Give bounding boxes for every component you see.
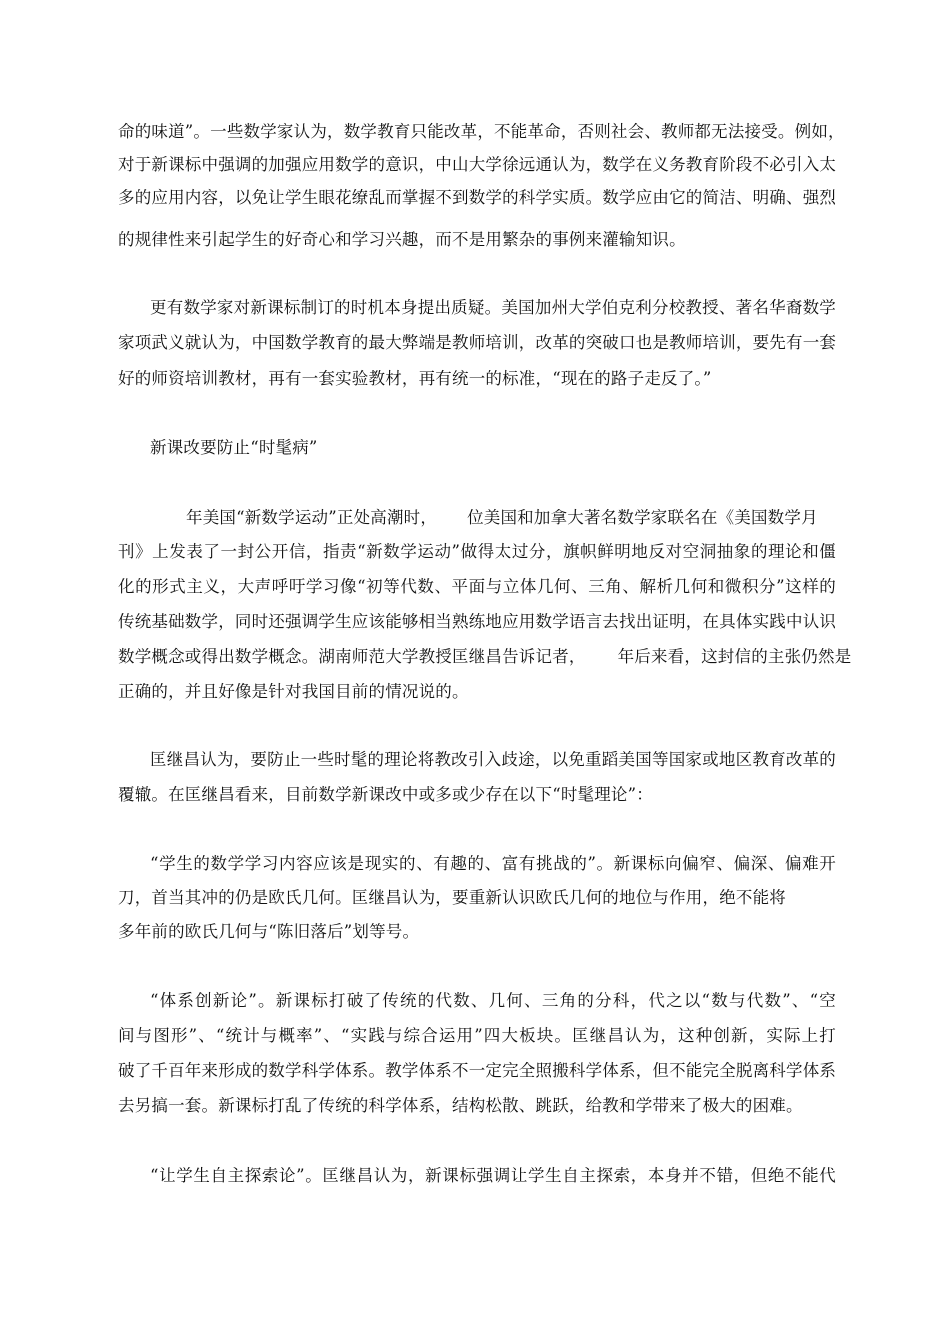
paragraph-3-line-5: [118, 646, 852, 668]
paragraph-3-line-5-part-b: 年后来看，这封信的主张仍然是: [617, 647, 852, 666]
paragraph-4-line-1: 匡继昌认为，要防止一些时髦的理论将教改引入歧途，以免重蹈美国等国家或地区教育改革的: [150, 750, 836, 769]
paragraph-6-line-3: 破了千百年来形成的数学科学体系。教学体系不一定完全照搬科学体系，但不能完全脱离科学体系: [118, 1061, 837, 1080]
paragraph-3-line-5-part-a: 数学概念或得出数学概念。湖南师范大学教授匡继昌告诉记者，: [118, 647, 586, 666]
paragraph-6-line-4: 去另搞一套。新课标打乱了传统的科学体系，结构松散、跳跃，给教和学带来了极大的困难。: [118, 1096, 803, 1115]
paragraph-5-line-3: 多年前的欧氏几何与“陈旧落后”划等号。: [118, 922, 420, 941]
paragraph-7-line-1: “让学生自主探索论”。匡继昌认为，新课标强调让学生自主探索，本身并不错，但绝不能代: [150, 1166, 836, 1185]
paragraph-5-line-1: “学生的数学学习内容应该是现实的、有趣的、富有挑战的”。新课标向偏窄、偏深、偏难开: [150, 854, 836, 873]
paragraph-6-line-2: 间与图形”、“统计与概率”、“实践与综合运用”四大板块。匡继昌认为，这种创新，实际上打: [118, 1026, 836, 1045]
paragraph-2-line-1: 更有数学家对新课标制订的时机本身提出质疑。美国加州大学伯克利分校教授、著名华裔数学: [150, 298, 836, 317]
paragraph-6-line-1: “体系创新论”。新课标打破了传统的代数、几何、三角的分科，代之以“数与代数”、“空: [150, 991, 836, 1010]
paragraph-3-line-1: [186, 507, 836, 529]
paragraph-3-line-1-part-a: 年美国“新数学运动”正处高潮时，: [186, 508, 438, 527]
paragraph-3-line-4: 传统基础数学，同时还强调学生应该能够相当熟练地应用数学语言去找出证明，在具体实践中认识: [118, 612, 837, 631]
paragraph-5-line-2: 刀，首当其冲的仍是欧氏几何。匡继昌认为，要重新认识欧氏几何的地位与作用，绝不能将: [118, 888, 786, 907]
paragraph-3-line-2: 刊》上发表了一封公开信，指责“新数学运动”做得太过分，旗帜鲜明地反对空洞抽象的理论和僵: [118, 542, 836, 561]
paragraph-4-line-2: 覆辙。在匡继昌看来，目前数学新课改中或多或少存在以下“时髦理论”：: [118, 785, 653, 804]
paragraph-3-line-1-part-b: 位美国和加拿大著名数学家联名在《美国数学月: [467, 508, 818, 527]
paragraph-2-line-2: 家项武义就认为，中国数学教育的最大弊端是教师培训，改革的突破口也是教师培训，要先有一套: [118, 333, 837, 352]
paragraph-1-line-1: 命的味道”。一些数学家认为，数学教育只能改革，不能革命，否则社会、教师都无法接受。例如，: [118, 122, 845, 141]
paragraph-1-line-2: 对于新课标中强调的加强应用数学的意识，中山大学徐远通认为，数学在义务教育阶段不必引入太: [118, 155, 837, 174]
section-heading: 新课改要防止“时髦病”: [150, 438, 318, 457]
paragraph-2-line-3: 好的师资培训教材，再有一套实验教材，再有统一的标准，“现在的路子走反了。”: [118, 369, 712, 388]
paragraph-3-line-3: 化的形式主义，大声呼吁学习像“初等代数、平面与立体几何、三角、解析几何和微积分”这样的: [118, 577, 836, 596]
paragraph-1-line-3: 多的应用内容，以免让学生眼花缭乱而掌握不到数学的科学实质。数学应由它的简洁、明确、强烈: [118, 188, 837, 207]
paragraph-1-line-4: 的规律性来引起学生的好奇心和学习兴趣，而不是用繁杂的事例来灌输知识。: [118, 230, 686, 249]
paragraph-3-line-6: 正确的，并且好像是针对我国目前的情况说的。: [118, 682, 469, 701]
